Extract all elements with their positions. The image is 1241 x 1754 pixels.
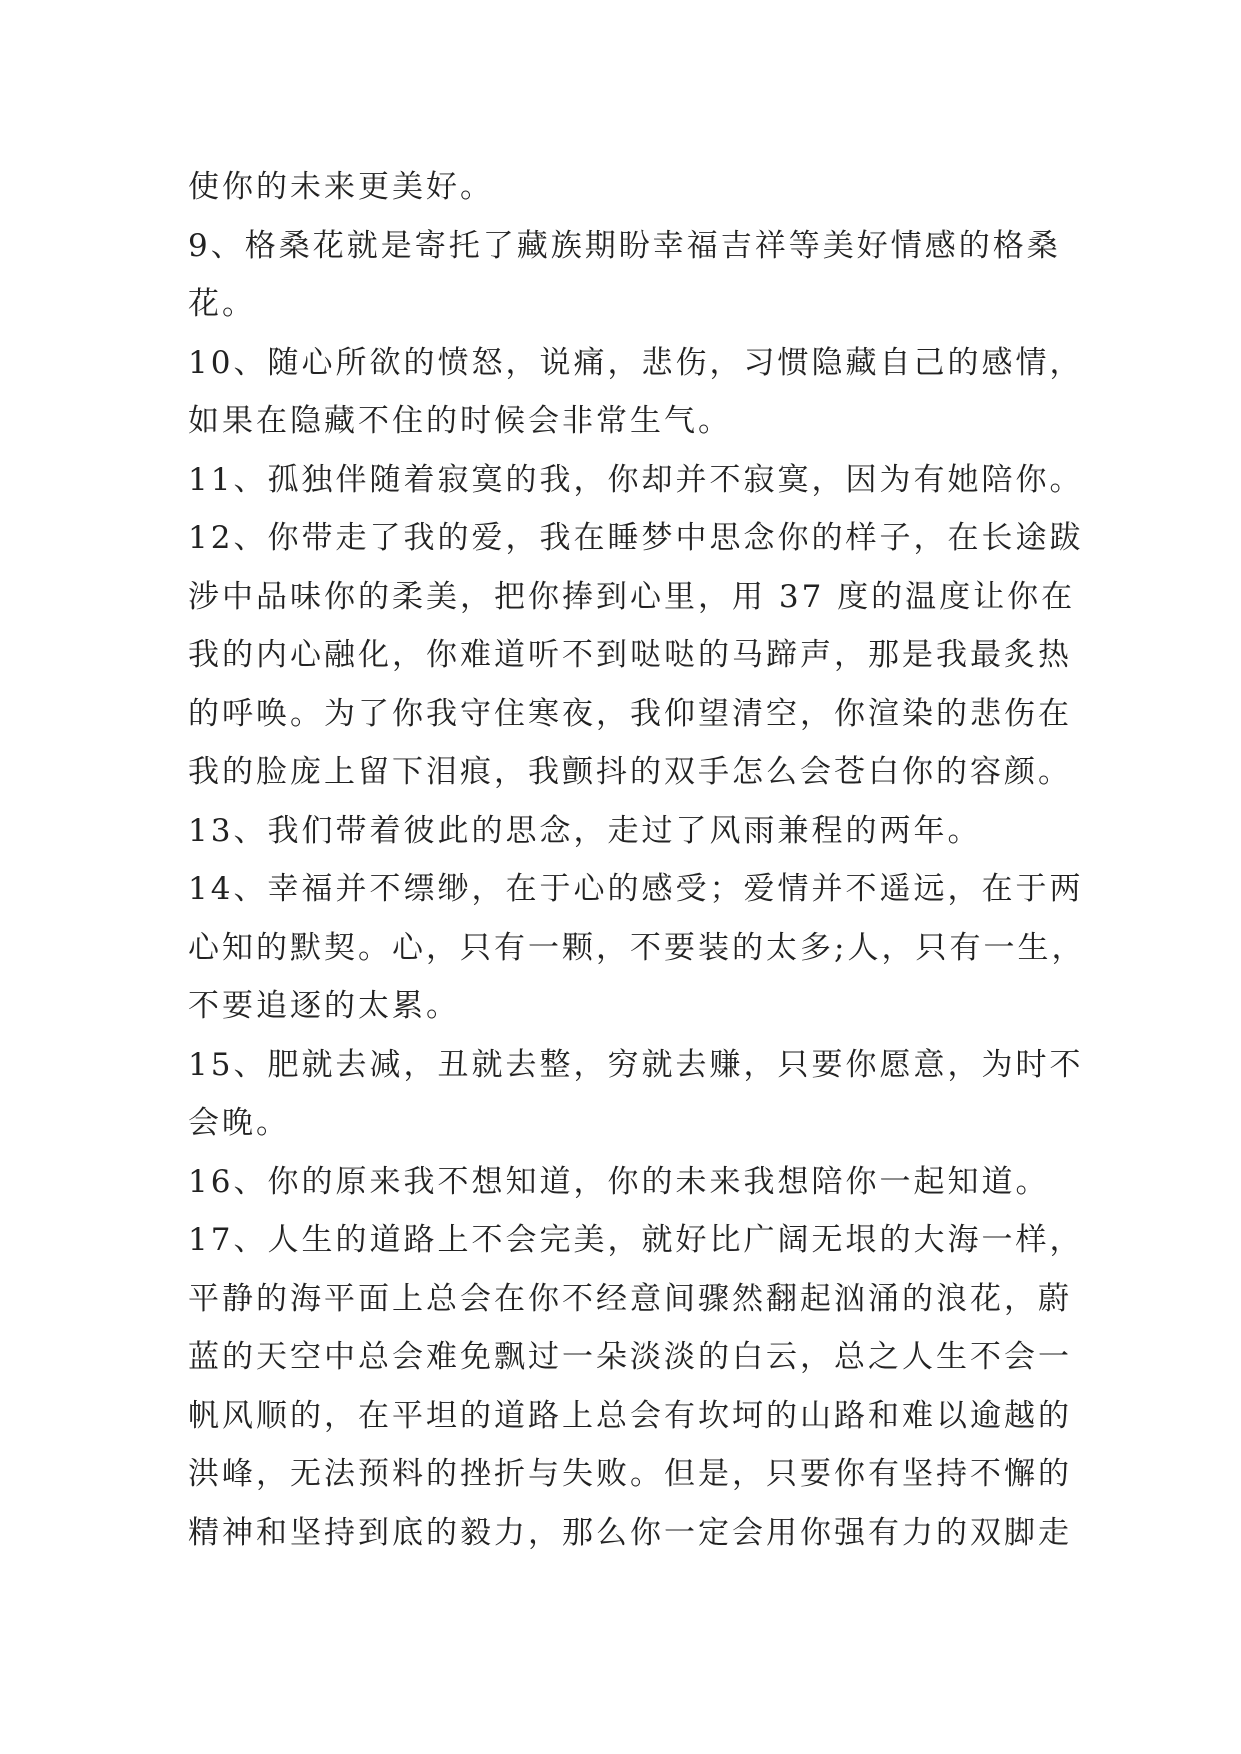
text-line: 的呼唤。为了你我守住寒夜，我仰望清空，你渲染的悲伤在: [188, 695, 1072, 732]
document-body: [188, 158, 1086, 1562]
text-line: 帆风顺的，在平坦的道路上总会有坎坷的山路和难以逾越的: [188, 1397, 1072, 1434]
text-line: 14、幸福并不缥缈，在于心的感受；爱情并不遥远，在于两: [188, 871, 1084, 907]
text-line: 涉中品味你的柔美，把你捧到心里，用 37 度的温度让你在: [188, 578, 1076, 615]
text-line: 11、孤独伴随着寂寞的我，你却并不寂寞，因为有她陪你。: [188, 461, 1084, 498]
text-line: 不要追逐的太累。: [188, 988, 460, 1024]
text-line: 12、你带走了我的爱，我在睡梦中思念你的样子，在长途跋: [188, 520, 1084, 556]
text-line: 9、格桑花就是寄托了藏族期盼幸福吉祥等美好情感的格桑: [188, 227, 1061, 264]
text-line: 我的内心融化，你难道听不到哒哒的马蹄声，那是我最炙热: [188, 637, 1072, 673]
text-line: 如果在隐藏不住的时候会非常生气。: [188, 403, 732, 439]
text-line: 我的脸庞上留下泪痕，我颤抖的双手怎么会苍白你的容颜。: [188, 754, 1072, 790]
text-line: 洪峰，无法预料的挫折与失败。但是，只要你有坚持不懈的: [188, 1456, 1072, 1492]
text-line: 16、你的原来我不想知道，你的未来我想陪你一起知道。: [188, 1163, 1050, 1200]
text-line: 心知的默契。心，只有一颗，不要装的太多;人，只有一生，: [188, 929, 1086, 966]
text-line: 蓝的天空中总会难免飘过一朵淡淡的白云，总之人生不会一: [188, 1339, 1072, 1375]
text-line: 精神和坚持到底的毅力，那么你一定会用你强有力的双脚走: [188, 1514, 1072, 1551]
text-line: 15、肥就去减，丑就去整，穷就去赚，只要你愿意，为时不: [188, 1046, 1084, 1083]
text-line: 17、人生的道路上不会完美，就好比广阔无垠的大海一样，: [188, 1222, 1084, 1258]
text-line: 10、随心所欲的愤怒，说痛，悲伤，习惯隐藏自己的感情，: [188, 344, 1084, 381]
text-line: 会晚。: [188, 1105, 290, 1141]
text-line: 花。: [188, 286, 256, 322]
text-line: 13、我们带着彼此的思念，走过了风雨兼程的两年。: [188, 812, 982, 849]
text-line: 平静的海平面上总会在你不经意间骤然翻起汹涌的浪花，蔚: [188, 1280, 1072, 1317]
text-line: 使你的未来更美好。: [188, 169, 494, 205]
